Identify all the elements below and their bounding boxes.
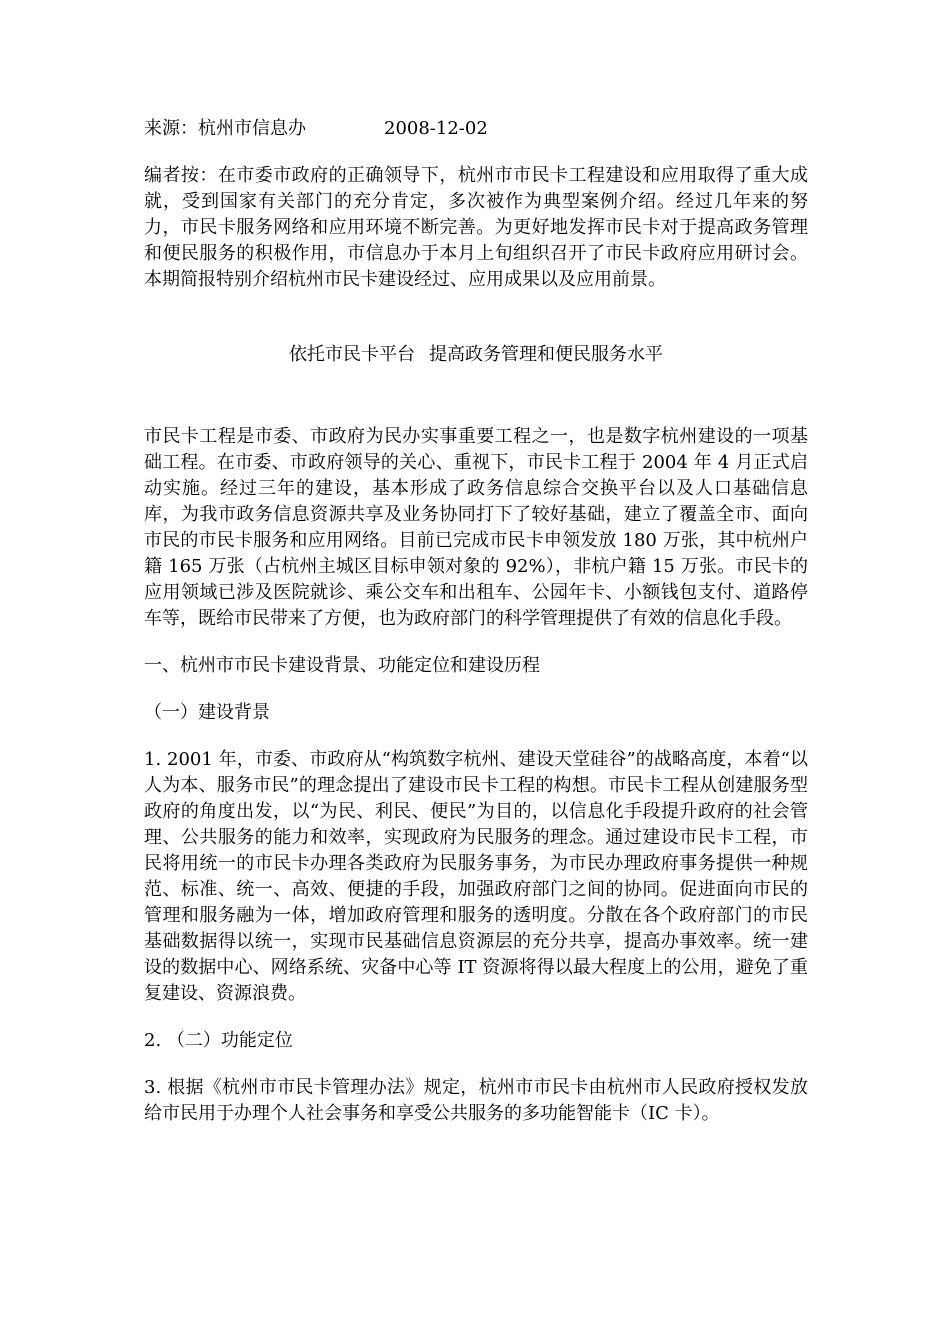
document-page — [144, 116, 808, 1148]
item-3-paragraph: 3. 根据《杭州市市民卡管理办法》规定，杭州市市民卡由杭州市人民政府授权发放给市民用于办理个人社会事务和享受公共服务的多功能智能卡（IC 卡）。 — [144, 1077, 808, 1124]
item-2-paragraph: 2. （二）功能定位 — [144, 1030, 293, 1051]
article-title — [144, 342, 808, 368]
article-title-part1: 依托市民卡平台 — [289, 344, 415, 365]
editor-note: 编者按：在市委市政府的正确领导下，杭州市市民卡工程建设和应用取得了重大成就，受到国家有关部门的充分肯定，多次被作为典型案例介绍。经过几年来的努力，市民卡服务网络和应用环境不断完善。为更好地发挥市民卡对于提高政务管理和便民服务的积极作用，市信息办于本月上旬组织召开了市民卡政府应用研讨会。本期简报特别介绍杭州市民卡建设经过、应用成果以及应用前景。 — [144, 165, 808, 290]
section1-heading: 一、杭州市市民卡建设背景、功能定位和建设历程 — [144, 655, 540, 676]
source-line — [144, 116, 808, 142]
publish-date: 2008-12-02 — [384, 118, 488, 139]
item-1-paragraph: 1. 2001 年，市委、市政府从“构筑数字杭州、建设天堂硅谷”的战略高度，本着“以人为本、服务市民”的理念提出了建设市民卡工程的构想。市民卡工程从创建服务型政府的角度出发，以“为民、利民、便民”为目的，以信息化手段提升政府的社会管理、公共服务的能力和效率，实现政府为民服务的理念。通过建设市民卡工程，市民将用统一的市民卡办理各类政府为民服务事务，为市民办理政府事务提供一种规范、标准、统一、高效、便捷的手段，加强政府部门之间的协同。促进面向市民的管理和服务融为一体，增加政府管理和服务的透明度。分散在各个政府部门的市民基础数据得以统一，实现市民基础信息资源层的充分共享，提高办事效率。统一建设的数据中心、网络系统、灾备中心等 IT 资源将得以最大程度上的公用，避免了重复建设、资源浪费。 — [144, 749, 808, 1004]
article-title-part2: 提高政务管理和便民服务水平 — [429, 344, 663, 365]
subsection1-heading: （一）建设背景 — [144, 702, 270, 723]
intro-paragraph: 市民卡工程是市委、市政府为民办实事重要工程之一，也是数字杭州建设的一项基础工程。在市委、市政府领导的关心、重视下，市民卡工程于 2004 年 4 月正式启动实施。经过三年的建设，基本形成了政务信息综合交换平台以及人口基础信息库，为我市政务信息资源共享及业务协同打下了较好基础，建立了覆盖全市、面向市民的市民卡服务和应用网络。目前已完成市民卡申领发放 180 万张，其中杭州户籍 165 万张（占杭州主城区目标申领对象的 92%），非杭户籍 15 万张。市民卡的应用领域已涉及医院就诊、乘公交车和出租车、公园年卡、小额钱包支付、道路停车等，既给市民带来了方便，也为政府部门的科学管理提供了有效的信息化手段。 — [144, 426, 808, 629]
source-label: 来源：杭州市信息办 — [144, 118, 306, 139]
